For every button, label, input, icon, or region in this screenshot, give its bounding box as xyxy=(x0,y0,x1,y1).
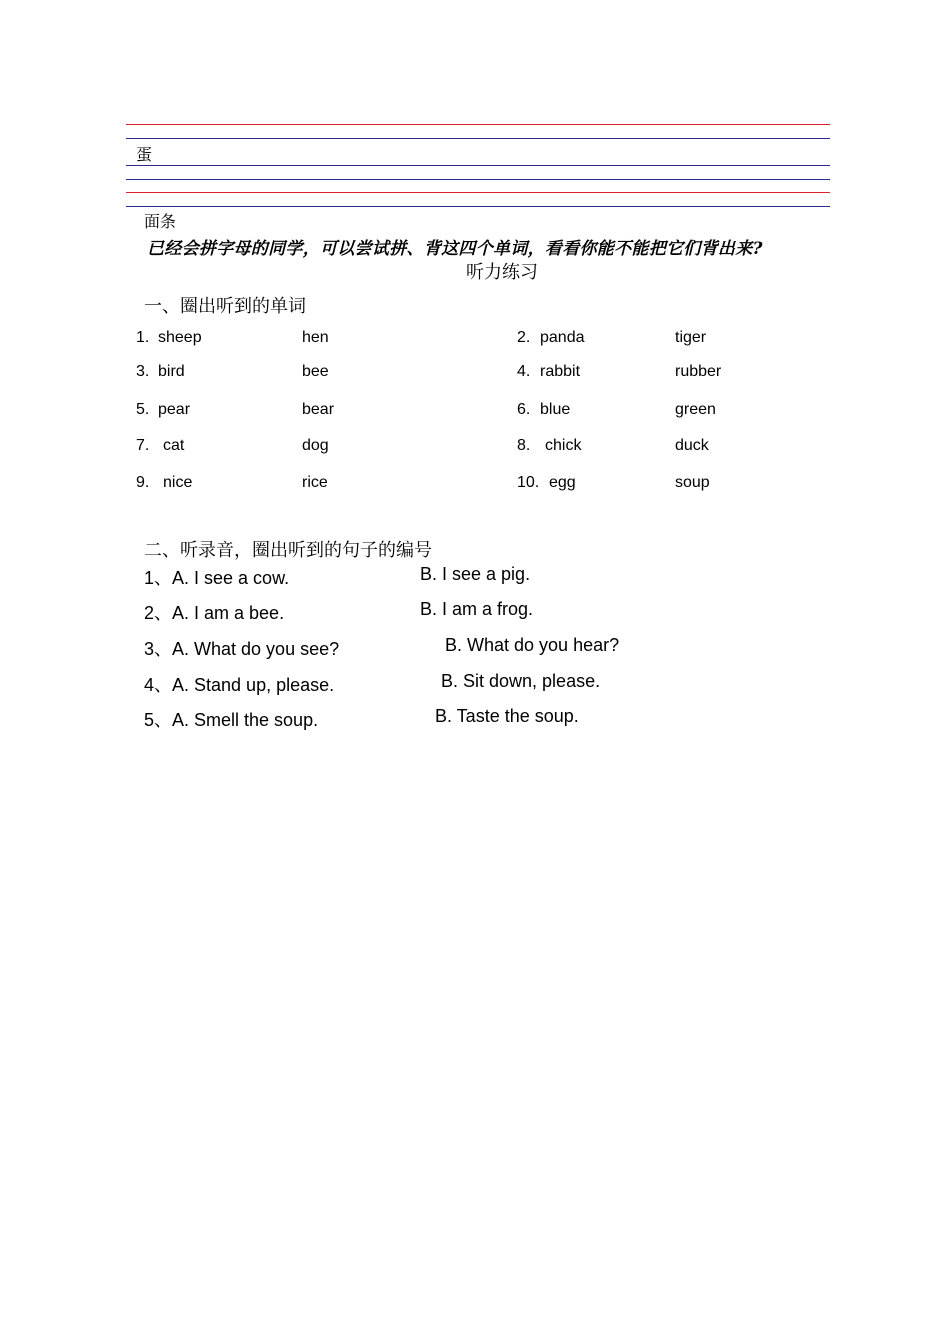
word-option[interactable]: cat xyxy=(163,437,185,454)
word-option[interactable]: duck xyxy=(675,437,709,454)
page-title: 听力练习 xyxy=(466,262,538,283)
word-number: 8. xyxy=(517,437,531,454)
sentence-option-b[interactable]: B. Sit down, please. xyxy=(441,671,601,691)
word-egg-label: 蛋 xyxy=(136,145,153,164)
writing-line-top-red xyxy=(126,124,830,125)
sentence-option-a[interactable]: 5、A. Smell the soup. xyxy=(144,710,319,730)
sentence-option-a[interactable]: 2、A. I am a bee. xyxy=(144,603,285,623)
word-option[interactable]: pear xyxy=(158,401,191,418)
writing-line-blue xyxy=(126,206,830,207)
word-option[interactable]: sheep xyxy=(158,329,202,346)
sentence-option-a[interactable]: 1、A. I see a cow. xyxy=(144,568,290,588)
sentence-option-a[interactable]: 3、A. What do you see? xyxy=(144,639,340,659)
word-option[interactable]: green xyxy=(675,401,716,418)
sentence-option-b[interactable]: B. I am a frog. xyxy=(420,599,534,619)
writing-line-red xyxy=(126,192,830,193)
word-option[interactable]: bee xyxy=(302,363,329,380)
word-number: 6. xyxy=(517,401,531,418)
word-option[interactable]: panda xyxy=(540,329,585,346)
word-number: 1. xyxy=(136,329,150,346)
section1-heading: 一、圈出听到的单词 xyxy=(144,296,306,317)
word-option[interactable]: rabbit xyxy=(540,363,581,380)
word-option[interactable]: rubber xyxy=(675,363,722,380)
word-option[interactable]: chick xyxy=(545,437,582,454)
word-option[interactable]: bird xyxy=(158,363,185,380)
writing-line-blue xyxy=(126,138,830,139)
word-number: 10. xyxy=(517,474,540,491)
word-option[interactable]: rice xyxy=(302,474,328,491)
word-option[interactable]: egg xyxy=(549,474,576,491)
word-number: 2. xyxy=(517,329,531,346)
word-option[interactable]: bear xyxy=(302,401,335,418)
sentence-option-a[interactable]: 4、A. Stand up, please. xyxy=(144,675,335,695)
instruction-text: 已经会拼字母的同学，可以尝试拼、背这四个单词，看看你能不能把它们背出来? xyxy=(147,239,763,259)
word-option[interactable]: hen xyxy=(302,329,329,346)
word-number: 5. xyxy=(136,401,150,418)
section2-heading: 二、听录音，圈出听到的句子的编号 xyxy=(144,540,432,561)
writing-line-blue xyxy=(126,165,830,166)
sentence-option-b[interactable]: B. Taste the soup. xyxy=(435,706,579,726)
sentence-option-b[interactable]: B. What do you hear? xyxy=(445,635,620,655)
word-option[interactable]: dog xyxy=(302,437,329,454)
word-option[interactable]: tiger xyxy=(675,329,707,346)
word-noodles-label: 面条 xyxy=(144,212,177,231)
word-option[interactable]: blue xyxy=(540,401,571,418)
word-option[interactable]: soup xyxy=(675,474,710,491)
sentence-option-b[interactable]: B. I see a pig. xyxy=(420,564,531,584)
word-number: 4. xyxy=(517,363,531,380)
writing-line-blue xyxy=(126,179,830,180)
word-number: 3. xyxy=(136,363,150,380)
word-option[interactable]: nice xyxy=(163,474,193,491)
word-number: 9. xyxy=(136,474,150,491)
word-number: 7. xyxy=(136,437,150,454)
